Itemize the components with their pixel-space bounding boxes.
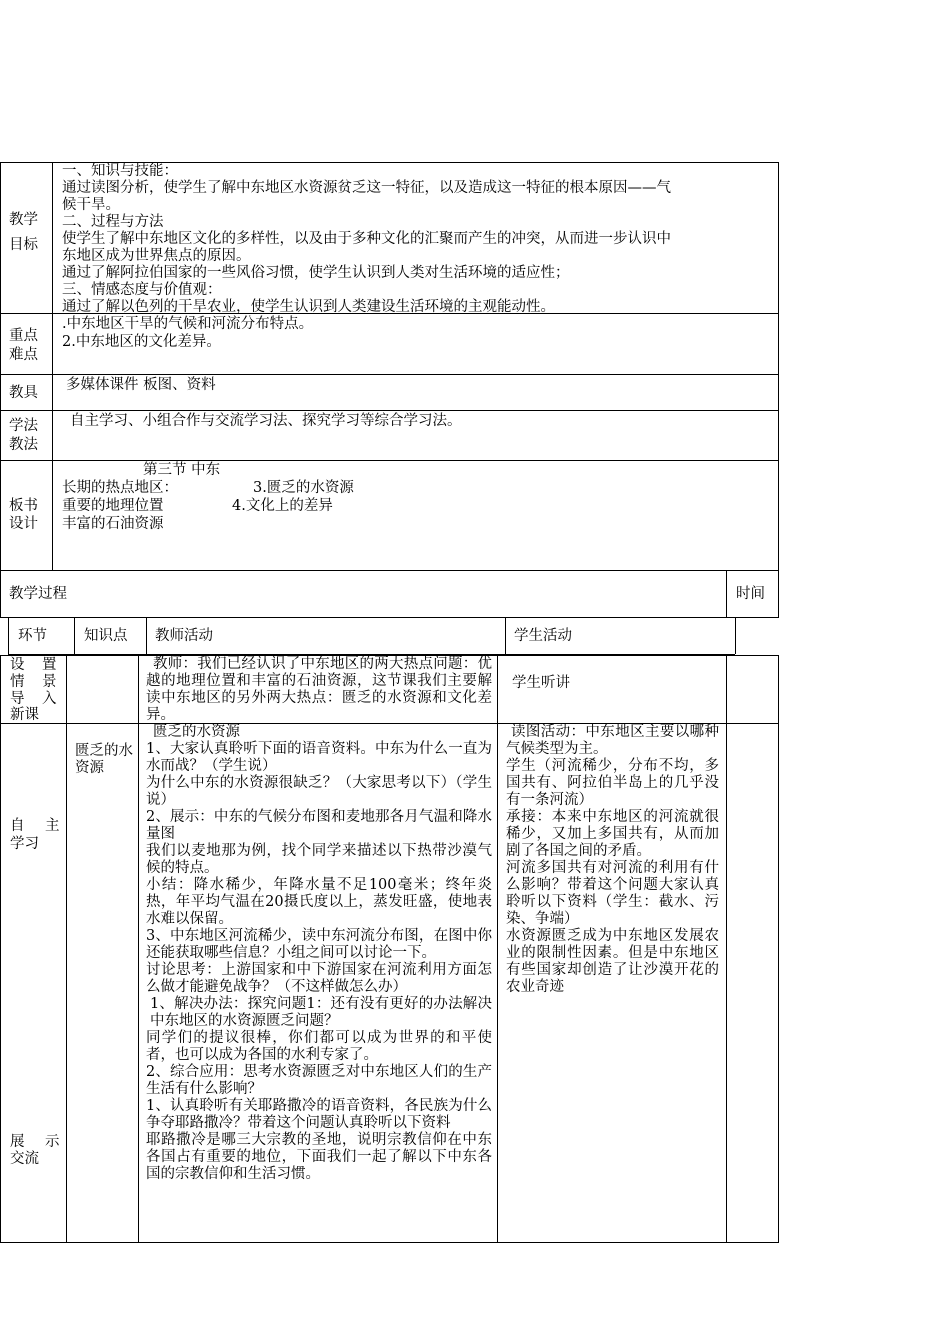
objectives-label-1: 教学 [9,212,38,228]
student-para: 河流多国共有对河流的利用有什么影响？带着这个问题大家认真聆听以下资料（学生：截水、污染、争端） [506,860,719,927]
teacher-para: 2、综合应用：思考水资源匮乏对中东地区人们的生产生活有什么影响？ [146,1064,492,1097]
time-label: 时间 [736,586,765,602]
intro-stage: 置 [42,657,57,673]
board-line: 丰富的石油资源 [62,516,164,532]
objectives-line: 使学生了解中东地区文化的多样性，以及由于多种文化的汇聚而产生的冲突，从而进一步认识中 [62,231,671,247]
student-para: 水资源匮乏成为中东地区发展农业的限制性因素。但是中东地区有些国家却创造了让沙漠开花的农业奇迹 [506,928,719,995]
objectives-line: 三、情感态度与价值观： [62,282,222,298]
board-line: 重要的地理位置 [62,498,164,514]
student-para: 学生（河流稀少，分布不均，多国共有、阿拉伯半岛上的几乎没有一条河流） [506,758,719,808]
header-knowledge: 知识点 [84,628,128,644]
stage-show-exchange: 展 [10,1134,25,1150]
process-label: 教学过程 [9,586,67,602]
objectives-line: 通过读图分析，使学生了解中东地区水资源贫乏这一特征，以及造成这一特征的根本原因——气 [62,180,671,196]
intro-student-text: 学生听讲 [512,675,570,691]
teacher-para: 3、中东地区河流稀少，读中东河流分布图，在图中你还能获取哪些信息？小组之间可以讨论一下。 [146,928,492,961]
board-line: 长期的热点地区： [62,480,178,496]
objectives-line: 二、过程与方法 [62,214,164,230]
stage-self-study: 学习 [10,836,39,852]
methods-text: 自主学习、小组合作与交流学习法、探究学习等综合学习法。 [70,413,462,429]
board-line: 3.匮乏的水资源 [253,480,354,496]
student-activity [506,724,719,996]
intro-stage: 景 [42,674,57,690]
keypoints-label-2: 难点 [9,347,38,363]
intro-stage: 设 [10,657,25,673]
student-para: 读图活动：中东地区主要以哪种气候类型为主。 [506,724,719,757]
board-title: 第三节 中东 [143,462,221,478]
objectives-line: 一、知识与技能： [62,163,178,179]
objectives-line: 候干旱。 [62,197,120,213]
stage-show-exchange: 交流 [10,1151,39,1167]
teacher-para: 1、认真聆听有关耶路撒冷的语音资料，各民族为什么争夺耶路撒冷？带着这个问题认真聆听以下资料 [146,1098,492,1131]
intro-stage: 情 [10,674,25,690]
header-teacher: 教师活动 [155,628,213,644]
student-para: 承接：本来中东地区的河流就很稀少，又加上多国共有，从而加剧了各国之间的矛盾。 [506,809,719,859]
teacher-title: 匮乏的水资源 [153,724,240,740]
header-stage: 环节 [18,628,47,644]
teacher-para: 小结：降水稀少，年降水量不足100毫米；终年炎热，年平均气温在20摄氏度以上，蒸发旺盛，使地表水难以保留。 [146,877,492,927]
stage-self-study: 自 [10,818,25,834]
teacher-para: 耶路撒冷是哪三大宗教的圣地，说明宗教信仰在中东各国占有重要的地位，下面我们一起了解以下中东各国的宗教信仰和生活习惯。 [146,1132,492,1182]
methods-label-1: 学法 [9,418,38,434]
board-line: 4.文化上的差异 [232,498,333,514]
objectives-line: 通过了解阿拉伯国家的一些风俗习惯，使学生认识到人类对生活环境的适应性； [62,265,570,281]
header-student: 学生活动 [514,628,572,644]
teacher-activity [146,724,492,1183]
keypoint-line: 2.中东地区的文化差异。 [62,334,221,350]
teacher-para: 我们以麦地那为例，找个同学来描述以下热带沙漠气候的特点。 [146,843,492,876]
board-label-1: 板书 [9,498,38,514]
teacher-para: 同学们的提议很棒，你们都可以成为世界的和平使者，也可以成为各国的水利专家了。 [146,1030,492,1063]
intro-stage: 入 [42,691,57,707]
methods-label-2: 教法 [9,437,38,453]
teacher-para: 1、大家认真聆听下面的语音资料。中东为什么一直为水而战？（学生说） [146,741,492,774]
keypoint-line: .中东地区干旱的气候和河流分布特点。 [62,316,314,332]
intro-teacher-text: 教师：我们已经认识了中东地区的两大热点问题：优越的地理位置和丰富的石油资源，这节课我们主要解读中东地区的另外两大热点：匮乏的水资源和文化差异。 [146,656,492,723]
objectives-line: 通过了解以色列的干旱农业，使学生认识到人类建设生活环境的主观能动性。 [62,299,555,315]
teacher-para: 讨论思考：上游国家和中下游国家在河流利用方面怎么做才能避免战争？（不这样做怎么办） [146,962,492,995]
tools-text: 多媒体课件 板图、资料 [66,377,216,393]
intro-stage: 新课 [10,707,39,723]
teacher-para: 为什么中东的水资源很缺乏？（大家思考以下）（学生说） [146,775,492,808]
stage-show-exchange: 示 [45,1134,60,1150]
objectives-label-2: 目标 [9,237,38,253]
board-label-2: 设计 [9,516,38,532]
teacher-para: 1、解决办法：探究问题1：还有没有更好的办法解决中东地区的水资源匮乏问题？ [150,996,492,1029]
keypoints-label-1: 重点 [9,328,38,344]
objectives-line: 东地区成为世界焦点的原因。 [62,248,251,264]
knowledge-point: 匮乏的水资源 [75,743,133,776]
tools-label: 教具 [9,385,38,401]
intro-stage: 导 [10,691,25,707]
stage-self-study: 主 [45,818,60,834]
teacher-para: 2、展示：中东的气候分布图和麦地那各月气温和降水量图 [146,809,492,842]
